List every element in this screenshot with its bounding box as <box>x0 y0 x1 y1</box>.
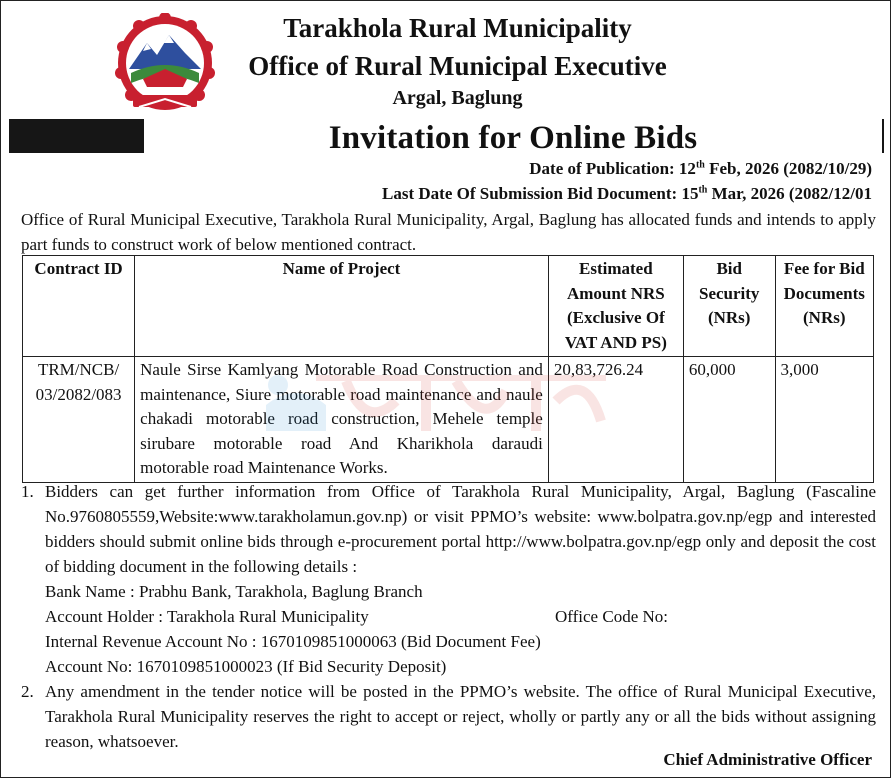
signature-title: Chief Administrative Officer <box>663 750 872 769</box>
note-1-number: 1. <box>21 482 34 501</box>
submission-deadline: Last Date Of Submission Bid Document: 15th Mar, 2026 (2082/12/01 <box>382 184 872 203</box>
note-2 <box>21 679 876 754</box>
estimated-amount-cell: 20,83,726.24 <box>548 357 683 483</box>
notes-section <box>21 479 876 754</box>
security-account: Account No: 1670109851000023 (If Bid Security Deposit) <box>45 657 447 676</box>
bank-name: Bank Name : Prabhu Bank, Tarakhola, Baglung Branch <box>45 582 423 601</box>
contract-id-cell: TRM/NCB/ 03/2082/083 <box>23 357 135 483</box>
table-row <box>23 357 874 483</box>
note-2-number: 2. <box>21 682 34 701</box>
header-bid-security: Bid Security (NRs) <box>683 256 775 357</box>
project-name-cell: Naule Sirse Kamlyang Motorable Road Construction and maintenance, Siure motorable road maintenance and naule chakadi motorable road construction, Mehele temple sirubare motorable road And Kharikhola daraudi motorable road Maintenance Works. <box>135 357 549 483</box>
office-address: Argal, Baglung <box>392 87 523 109</box>
intro-paragraph: Office of Rural Municipal Executive, Tarakhola Rural Municipality, Argal, Baglung has allocated funds and intends to apply part funds to construct work of below mentioned contract. <box>21 210 876 254</box>
title-banner <box>9 119 884 156</box>
note-2-text: Any amendment in the tender notice will be posted in the PPMO’s website. The office of Rural Municipal Executive, Tarakhola Rural Municipality reserves the right to accept or reject, wholly or partly any or all the bids without assigning reason, whatsoever. <box>45 682 876 751</box>
account-holder-line <box>45 604 876 629</box>
publication-date: Date of Publication: 12th Feb, 2026 (2082/10/29) <box>529 159 872 178</box>
header-document-fee: Fee for Bid Documents (NRs) <box>775 256 873 357</box>
title-box <box>142 119 884 156</box>
header-project: Name of Project <box>135 256 549 357</box>
header-estimated-amount: Estimated Amount NRS (Exclusive Of VAT AND PS) <box>548 256 683 357</box>
revenue-account: Internal Revenue Account No : 1670109851000063 (Bid Document Fee) <box>45 632 541 651</box>
note-1-text: Bidders can get further information from Office of Tarakhola Rural Municipality, Argal, Baglung (Fascaline No.9760805559,Website:www.tarakholamun.gov.np) or visit PPMO’s website: www.bolpatra.gov.np/egp and interested bidders should submit online bids through e-procurement portal http://www.bolpatra.gov.np/egp only and deposit the cost of bidding document in the following details : <box>45 482 876 576</box>
table-header-row <box>23 256 874 357</box>
document-fee-cell: 3,000 <box>775 357 873 483</box>
header-contract-id: Contract ID <box>23 256 135 357</box>
note-1 <box>21 479 876 679</box>
notice-title: Invitation for Online Bids <box>328 120 698 156</box>
office-name: Office of Rural Municipal Executive <box>248 51 667 81</box>
municipality-name: Tarakhola Rural Municipality <box>283 13 632 43</box>
office-code: Office Code No: <box>555 607 668 626</box>
contract-table <box>22 255 874 483</box>
account-holder: Account Holder : Tarakhola Rural Municipality <box>45 607 369 626</box>
bid-security-cell: 60,000 <box>683 357 775 483</box>
